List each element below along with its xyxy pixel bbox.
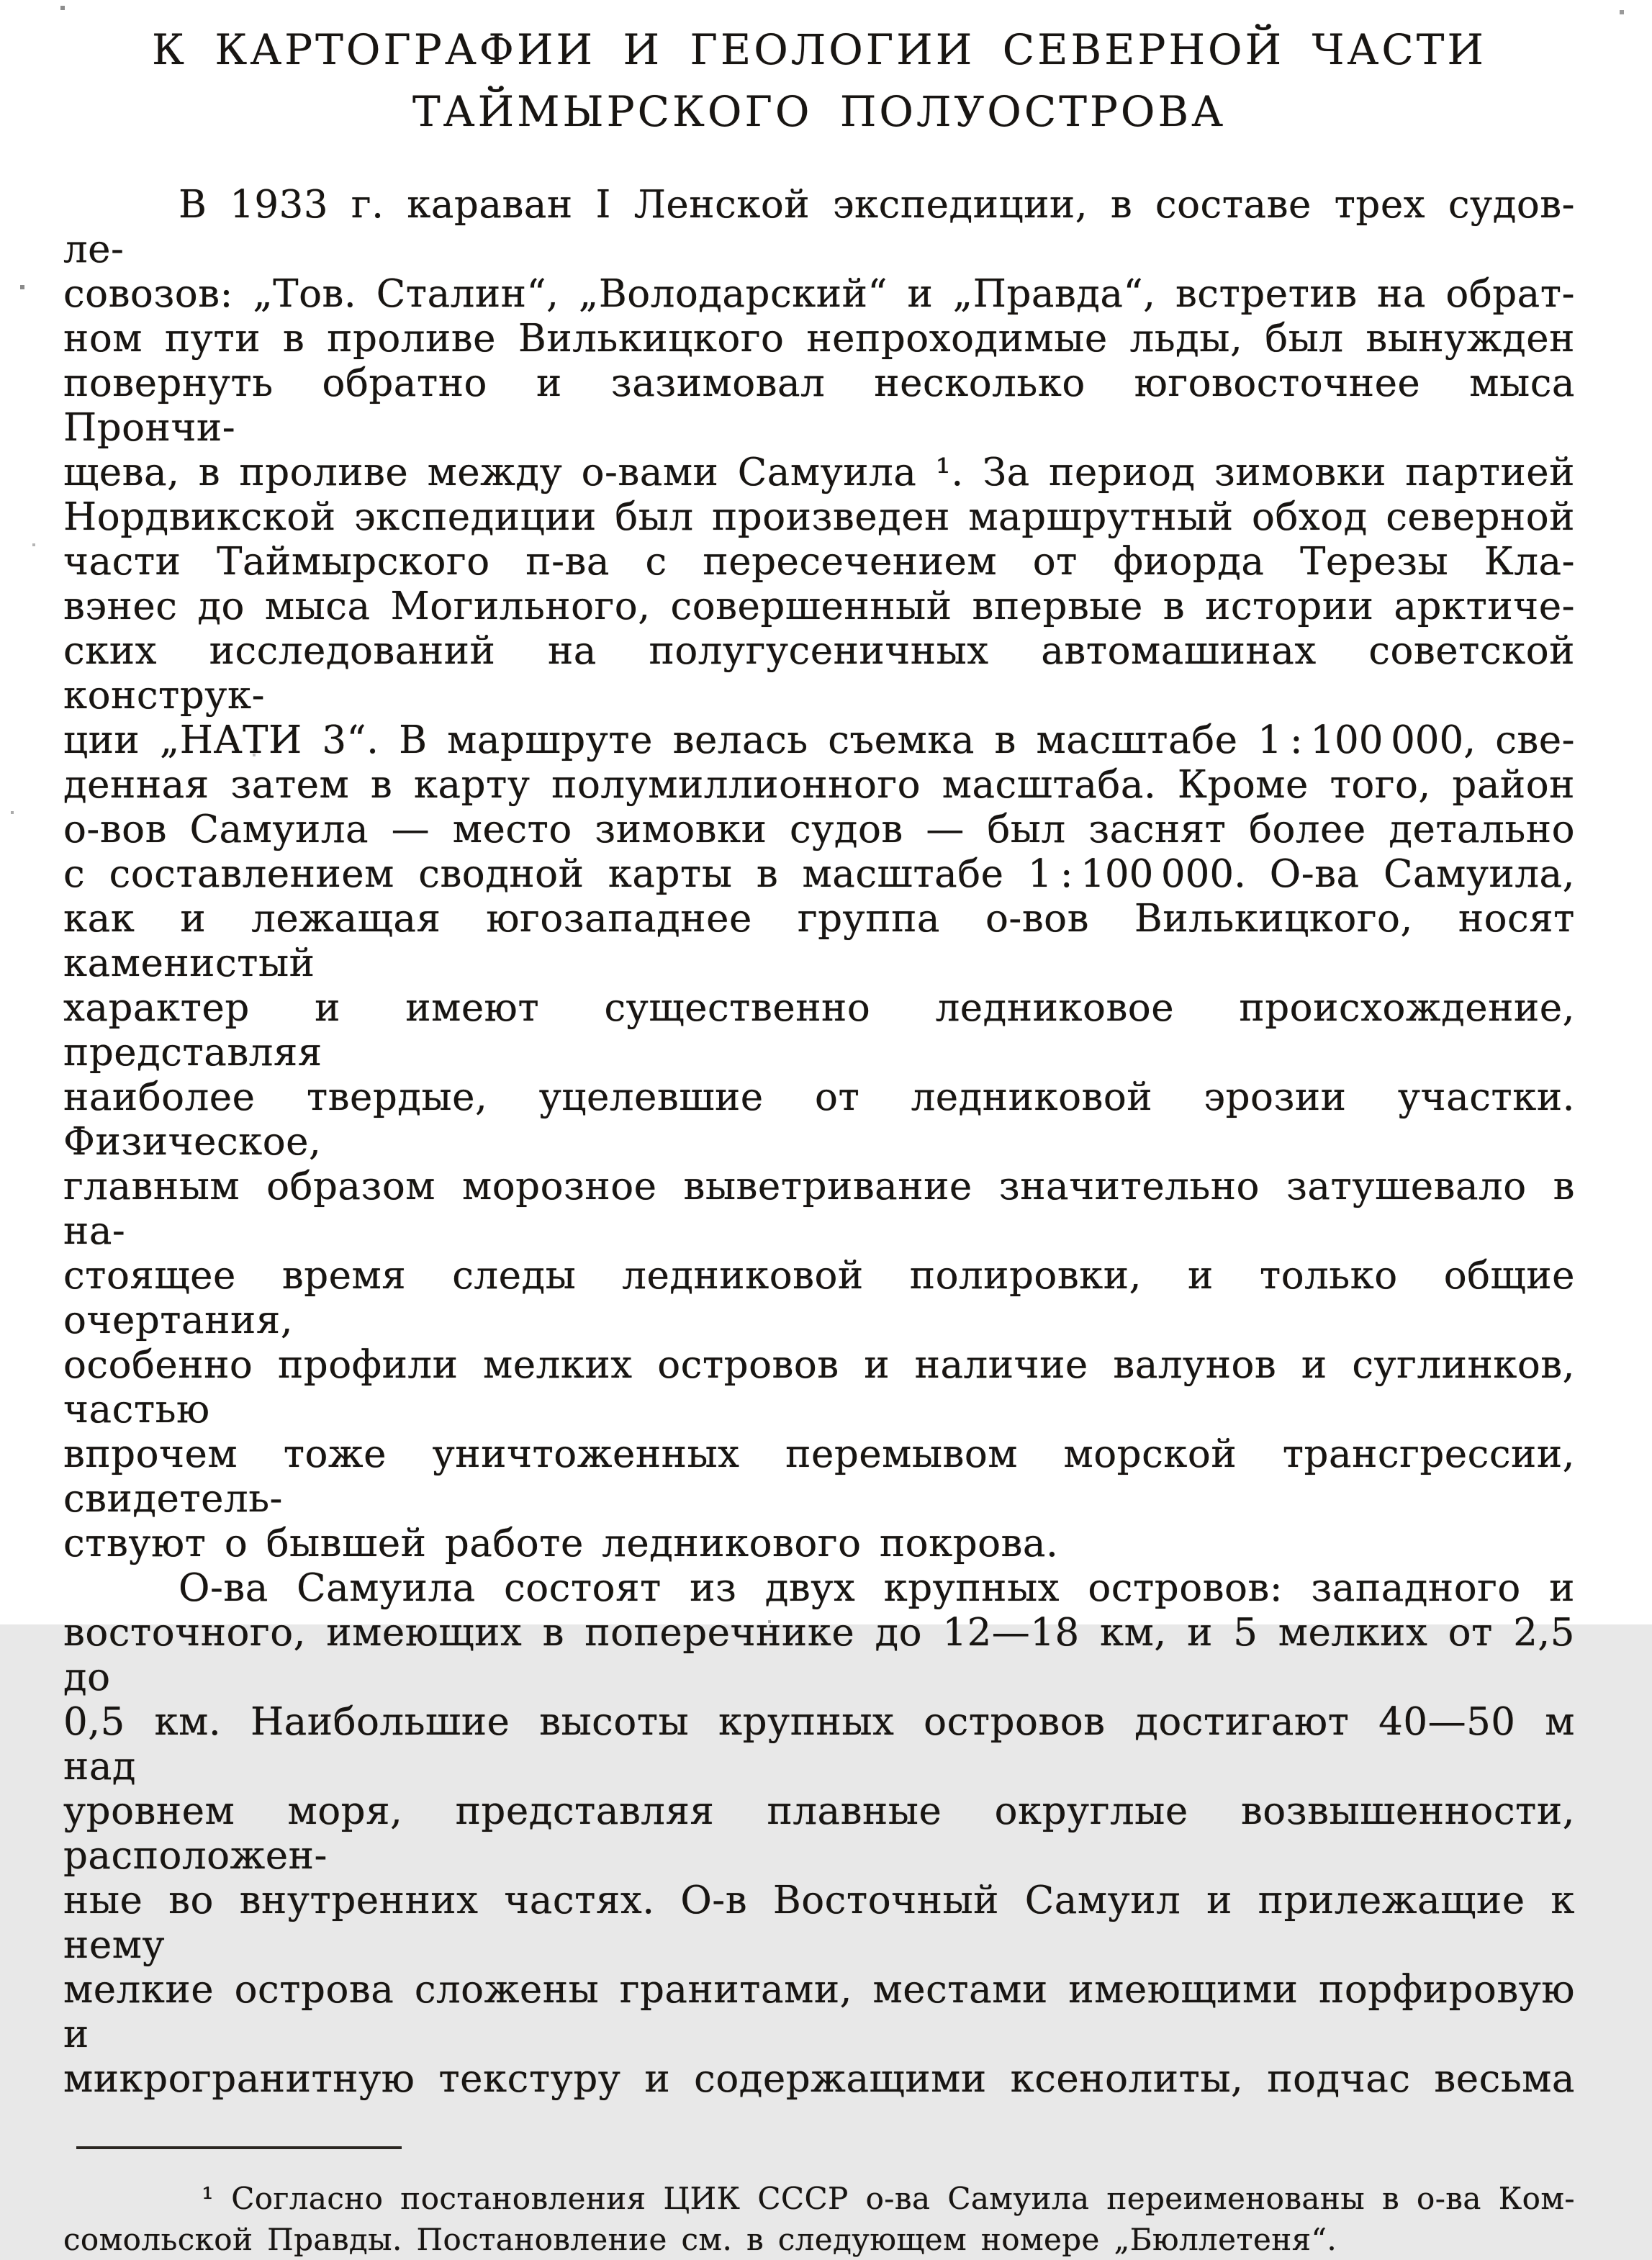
text-line: совозов: „Тов. Сталин“, „Володарский“ и „Правда“, встретив на обрат-	[63, 272, 1575, 316]
text-line: особенно профили мелких островов и наличие валунов и суглинков, частью	[63, 1343, 1575, 1432]
footnote-rule	[76, 2146, 402, 2149]
text-line: стоящее время следы ледниковой полировки, и только общие очертания,	[63, 1254, 1575, 1342]
text-line: Нордвикской экспедиции был произведен маршрутный обход северной	[63, 495, 1575, 539]
text-line: ствуют о бывшей работе ледникового покрова.	[63, 1522, 1059, 1565]
text-line: впрочем тоже уничтоженных перемывом морской трансгрессии, свидетель-	[63, 1432, 1575, 1521]
text-line: 0,5 км. Наибольшие высоты крупных островов достигают 40—50 м над	[63, 1700, 1575, 1789]
text-line: денная затем в карту полумиллионного масштаба. Кроме того, район	[63, 763, 1575, 807]
page-title	[63, 19, 1575, 143]
body-text	[63, 183, 1575, 2102]
text-line: ном пути в проливе Вилькицкого непроходимые льды, был вынужден	[63, 317, 1575, 361]
text-line: ции „НАТИ 3“. В маршруте велась съемка в масштабе 1 : 100 000, све-	[63, 718, 1575, 762]
title-line-2: ТАЙМЫРСКОГО ПОЛУОСТРОВА	[412, 87, 1227, 136]
text-line: ные во внутренних частях. О-в Восточный Самуил и прилежащие к нему	[63, 1879, 1575, 1967]
text-line: восточного, имеющих в поперечнике до 12—18 км, и 5 мелких от 2,5 до	[63, 1611, 1575, 1699]
text-line: щева, в проливе между о-вами Самуила ¹. За период зимовки партией	[63, 451, 1575, 494]
text-line: микрогранитную текстуру и содержащими ксенолиты, подчас весьма	[63, 2057, 1575, 2101]
text-line: как и лежащая югозападнее группа о-вов Вилькицкого, носят каменистый	[63, 897, 1575, 985]
text-line: ских исследований на полугусеничных автомашинах советской конструк-	[63, 629, 1575, 718]
footnote	[63, 2178, 1575, 2260]
text-line: части Таймырского п-ва с пересечением от фиорда Терезы Кла-	[63, 540, 1575, 584]
text-line: о-вов Самуила — место зимовки судов — был заснят более детально	[63, 808, 1575, 851]
text-line: уровнем моря, представляя плавные округлые возвышенности, расположен-	[63, 1789, 1575, 1878]
text-line: повернуть обратно и зазимовал несколько юговосточнее мыса Прончи-	[63, 361, 1575, 450]
footnote-line-2: сомольской Правды. Постановление см. в следующем номере „Бюллетеня“.	[63, 2222, 1337, 2257]
text-line: характер и имеют существенно ледниковое происхождение, представляя	[63, 986, 1575, 1075]
paragraph	[63, 1566, 1575, 2102]
text-line: В 1933 г. караван I Ленской экспедиции, в составе трех судов-ле-	[63, 183, 1575, 271]
scan-noise-specks	[0, 0, 1, 1]
page-content	[63, 19, 1575, 2260]
text-line: мелкие острова сложены гранитами, местами имеющими порфировую и	[63, 1968, 1575, 2056]
text-line: О-ва Самуила состоят из двух крупных островов: западного и	[179, 1566, 1575, 1610]
text-line: вэнес до мыса Могильного, совершенный впервые в истории арктиче-	[63, 584, 1575, 628]
text-line: с составлением сводной карты в масштабе 1 : 100 000. О-ва Самуила,	[63, 852, 1575, 896]
paragraph	[63, 183, 1575, 1566]
text-line: наиболее твердые, уцелевшие от ледниковой эрозии участки. Физическое,	[63, 1075, 1575, 1164]
footnote-line-1: ¹ Согласно постановления ЦИК СССР о-ва Самуила переименованы в о-ва Ком-	[202, 2181, 1575, 2216]
text-line: главным образом морозное выветривание значительно затушевало в на-	[63, 1165, 1575, 1253]
title-line-1: К КАРТОГРАФИИ И ГЕОЛОГИИ СЕВЕРНОЙ ЧАСТИ	[152, 25, 1486, 74]
